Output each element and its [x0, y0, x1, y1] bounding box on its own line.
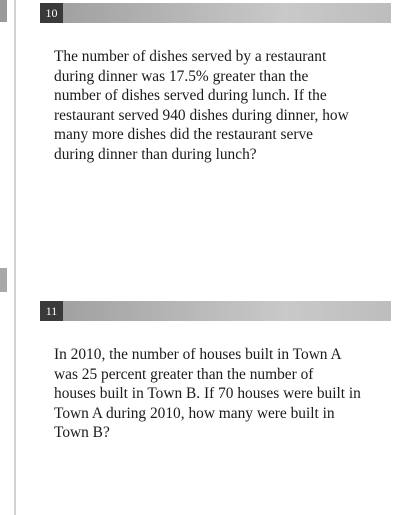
question-10-text: [54, 47, 384, 165]
question-text-line: In 2010, the number of houses built in Town A: [54, 346, 342, 363]
question-text-line: many more dishes did the restaurant serve: [54, 126, 313, 144]
question-text-line: houses built in Town B. If 70 houses were built in: [54, 385, 361, 403]
question-text-line: The number of dishes served by a restaurant: [54, 48, 327, 65]
question-text-line: restaurant served 940 dishes during dinner, how: [54, 106, 349, 124]
question-11-text: [54, 345, 384, 443]
question-text-line: number of dishes served during lunch. If the: [54, 87, 327, 105]
page-edge-mark: [0, 268, 7, 292]
page-margin-rule: [14, 0, 16, 515]
question-text-line: was 25 percent greater than the number of: [54, 365, 314, 383]
question-11-header-bar: [40, 301, 391, 321]
question-text-line: during dinner was 17.5% greater than the: [54, 67, 309, 85]
question-text-line: during dinner than during lunch?: [54, 145, 257, 163]
page-edge-mark: [0, 0, 7, 22]
question-number-badge: 11: [40, 301, 63, 321]
question-number-badge: 10: [40, 3, 63, 23]
question-10-header-bar: [40, 3, 391, 23]
question-text-line: Town A during 2010, how many were built in: [54, 404, 335, 422]
question-text-line: Town B?: [54, 424, 110, 442]
